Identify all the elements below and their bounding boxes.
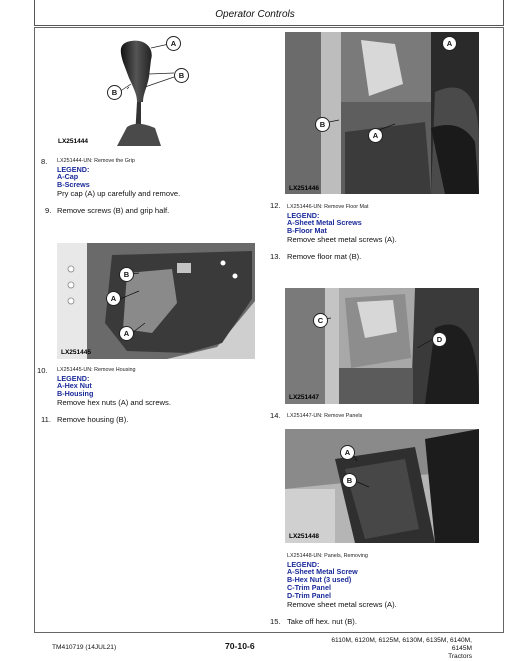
model-list: 6110M, 6120M, 6125M, 6130M, 6135M, 6140M, 6145M — [331, 637, 472, 652]
callout-b: B — [107, 85, 122, 100]
step-text: Remove screws (B) and grip half. — [57, 206, 170, 215]
step-text: Remove sheet metal screws (A). — [287, 235, 397, 244]
step-number: 13. — [270, 252, 281, 261]
legend-heading: LEGEND: — [57, 165, 90, 174]
step-text: Remove housing (B). — [57, 415, 129, 424]
page-number: 70-10-6 — [225, 641, 255, 651]
figure-caption: LX251444-UN: Remove the Grip — [57, 158, 135, 164]
figure-id: LX251444 — [58, 138, 88, 145]
callout-a: A — [368, 128, 383, 143]
step-number: 9. — [45, 206, 52, 215]
callout-a: A — [442, 36, 457, 51]
figure-caption: LX251447-UN: Remove Panels — [287, 413, 363, 419]
legend-item: A-Sheet Metal Screws — [287, 218, 362, 227]
legend-item: A-Cap — [57, 172, 79, 181]
footer-models — [318, 637, 472, 661]
callout-a: A — [106, 291, 121, 306]
figure-id: LX251446 — [289, 185, 319, 192]
legend-item: B-Screws — [57, 180, 90, 189]
callout-d: D — [432, 332, 447, 347]
figure-caption: LX251448-UN: Panels, Removing — [287, 553, 368, 559]
legend-heading: LEGEND: — [287, 560, 320, 569]
panels-removing-illustration — [285, 429, 479, 543]
legend-item: C-Trim Panel — [287, 583, 331, 592]
document-id: TM410719 (14JUL21) — [52, 644, 117, 651]
callout-a: A — [119, 326, 134, 341]
floor-mat-illustration — [285, 32, 479, 194]
figure-grip — [57, 32, 197, 146]
housing-illustration — [57, 243, 255, 359]
step-number: 10. — [37, 366, 48, 375]
figure-floor-mat — [285, 32, 479, 194]
step-number: 11. — [41, 415, 51, 424]
step-text: Remove floor mat (B). — [287, 252, 362, 261]
step-number: 12. — [270, 201, 281, 210]
product-name: Tractors — [448, 653, 472, 660]
legend-heading: LEGEND: — [57, 374, 90, 383]
figure-id: LX251447 — [289, 394, 319, 401]
legend-item: A-Sheet Metal Screw — [287, 567, 358, 576]
step-number: 14. — [270, 411, 281, 420]
figure-caption: LX251446-UN: Remove Floor Mat — [287, 204, 369, 210]
callout-b: B — [174, 68, 189, 83]
panels-illustration — [285, 288, 479, 404]
legend-item: B-Hex Nut (3 used) — [287, 575, 352, 584]
callout-b: B — [119, 267, 134, 282]
figure-panels — [285, 288, 479, 404]
step-number: 8. — [41, 157, 48, 166]
step-text: Pry cap (A) up carefully and remove. — [57, 189, 181, 198]
step-text: Remove hex nuts (A) and screws. — [57, 398, 171, 407]
figure-caption: LX251445-UN: Remove Housing — [57, 367, 136, 373]
callout-a: A — [340, 445, 355, 460]
callout-c: C — [313, 313, 328, 328]
figure-id: LX251445 — [61, 349, 91, 356]
figure-panels-removing — [285, 429, 479, 543]
step-text: Remove sheet metal screws (A). — [287, 600, 397, 609]
step-number: 15. — [270, 617, 281, 626]
callout-b: B — [315, 117, 330, 132]
figure-id: LX251448 — [289, 533, 319, 540]
callout-a: A — [166, 36, 181, 51]
legend-item: A-Hex Nut — [57, 381, 92, 390]
legend-item: B-Housing — [57, 389, 94, 398]
callout-b: B — [342, 473, 357, 488]
page-title: Operator Controls — [215, 9, 295, 20]
legend-heading: LEGEND: — [287, 211, 320, 220]
legend-item: D-Trim Panel — [287, 591, 331, 600]
legend-item: B-Floor Mat — [287, 226, 327, 235]
figure-housing — [57, 243, 255, 359]
step-text: Take off hex. nut (B). — [287, 617, 357, 626]
